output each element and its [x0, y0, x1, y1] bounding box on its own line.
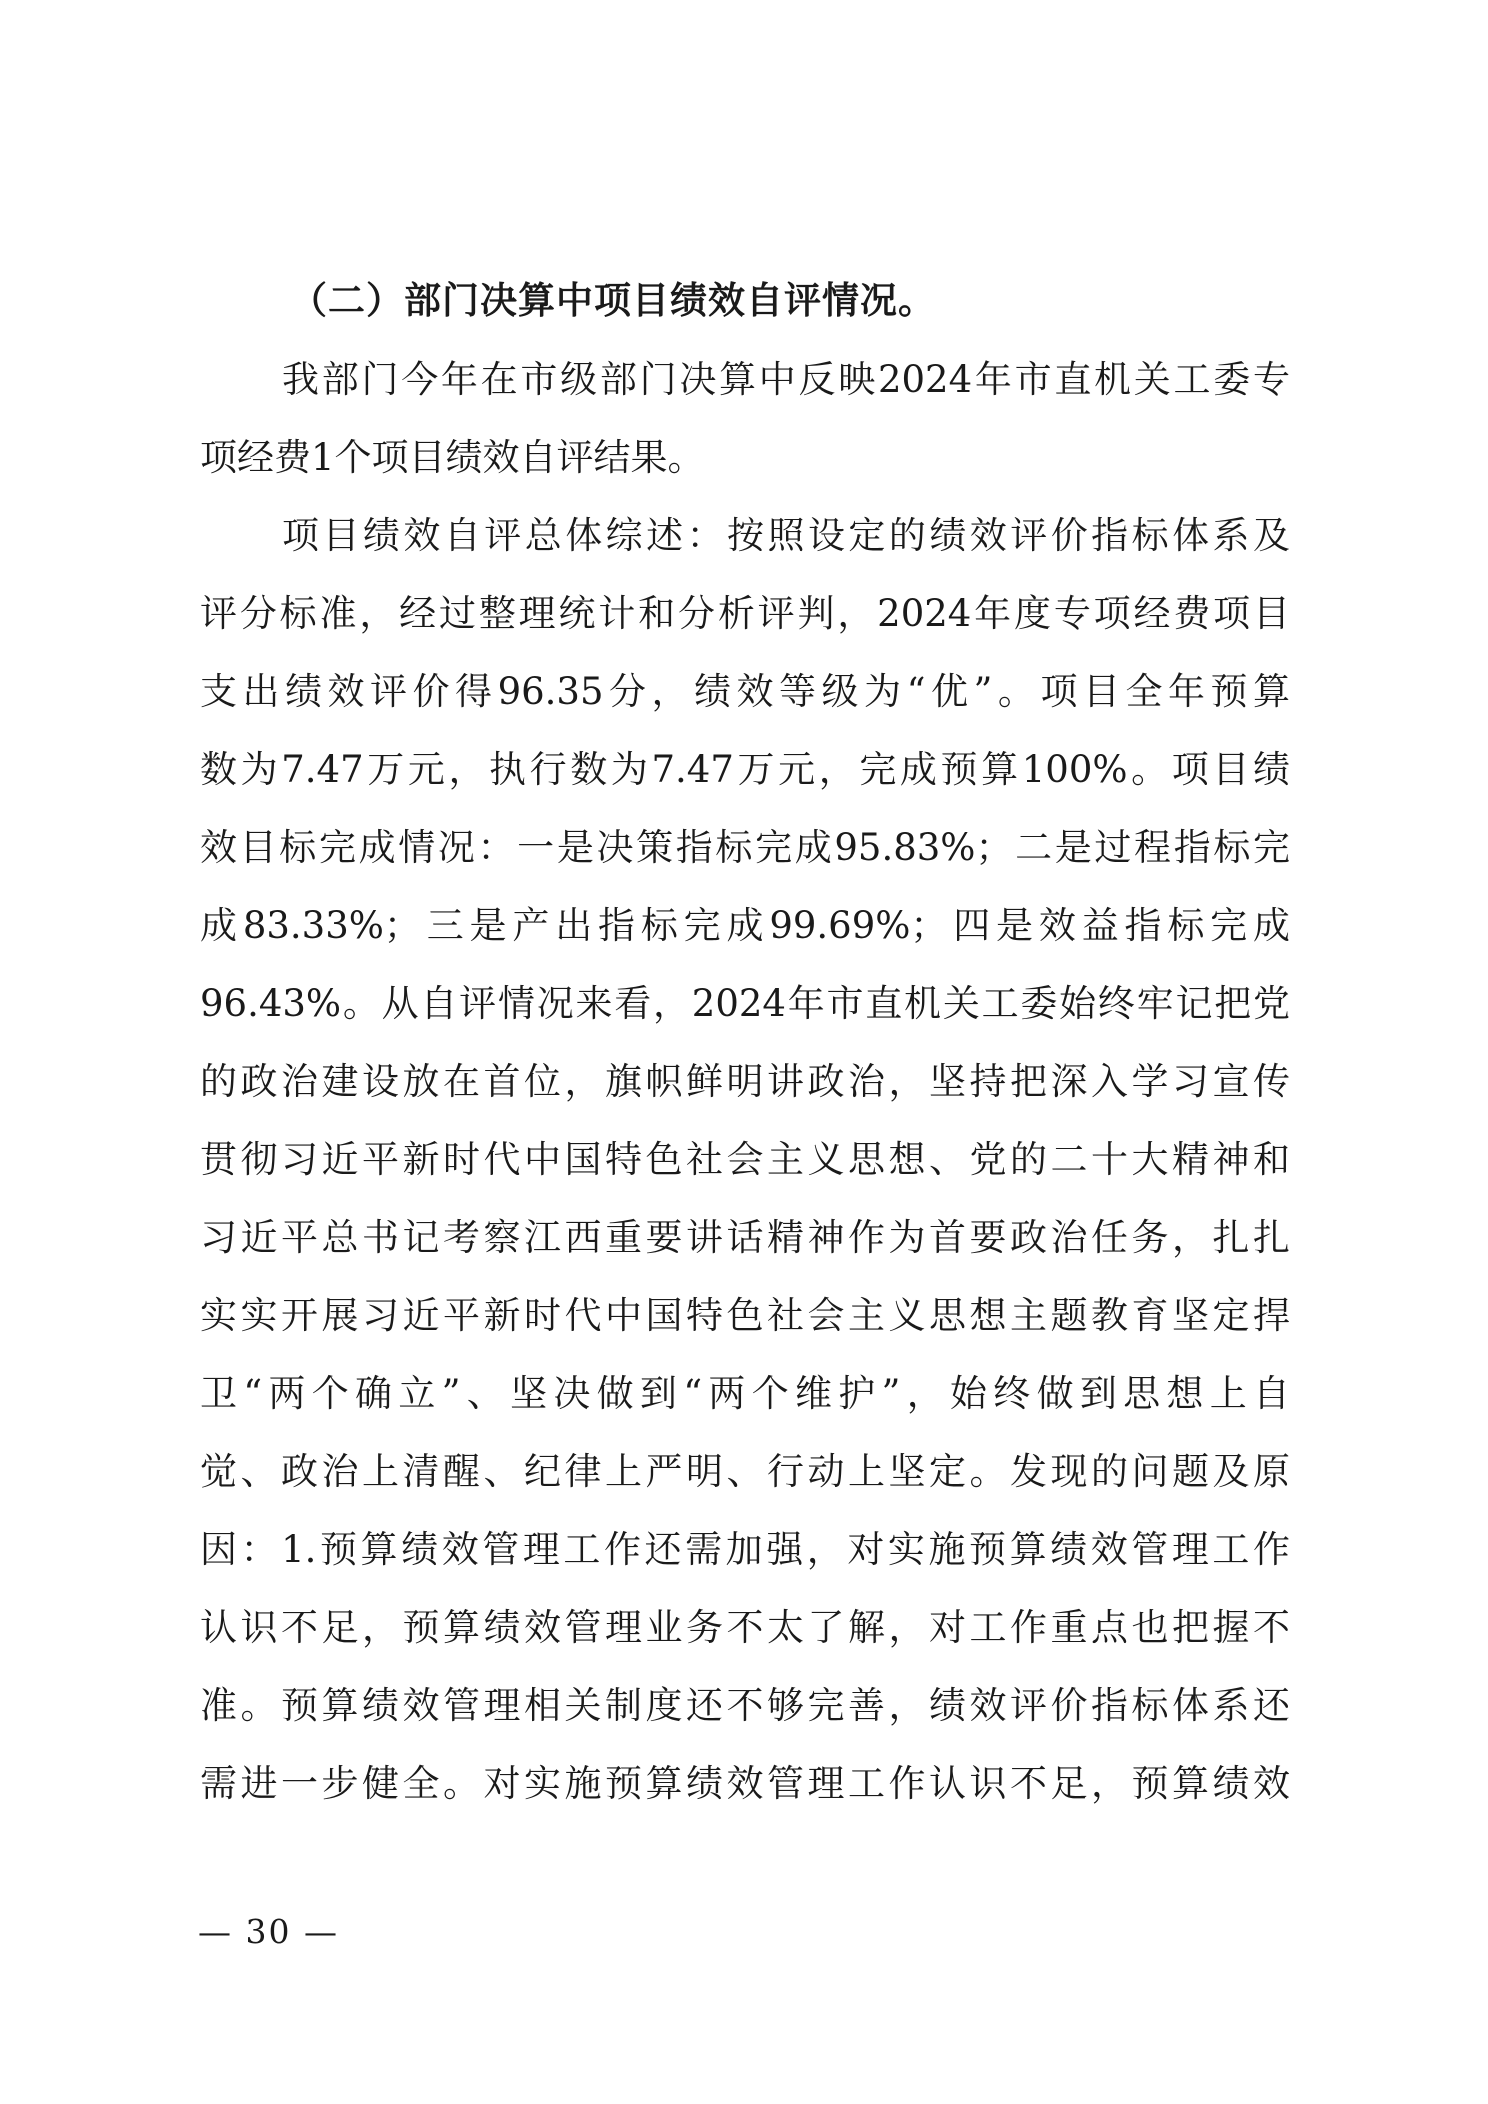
paragraph-2-line-15: 认识不足，预算绩效管理业务不太了解，对工作重点也把握不: [200, 1606, 1290, 1649]
paragraph-2-line-17: 需进一步健全。对实施预算绩效管理工作认识不足，预算绩效: [200, 1762, 1290, 1805]
paragraph-1-line-2: 项经费1个项目绩效自评结果。: [200, 436, 705, 479]
paragraph-2-line-13: 觉、政治上清醒、纪律上严明、行动上坚定。发现的问题及原: [200, 1450, 1290, 1493]
paragraph-2-line-11: 实实开展习近平新时代中国特色社会主义思想主题教育坚定捍: [200, 1294, 1290, 1337]
paragraph-2-line-16: 准。预算绩效管理相关制度还不够完善，绩效评价指标体系还: [200, 1684, 1290, 1727]
paragraph-2-line-1: 项目绩效自评总体综述：按照设定的绩效评价指标体系及: [282, 514, 1290, 557]
paragraph-2-line-14: 因：1.预算绩效管理工作还需加强，对实施预算绩效管理工作: [200, 1528, 1290, 1571]
paragraph-1-line-1: 我部门今年在市级部门决算中反映2024年市直机关工委专: [282, 358, 1290, 401]
paragraph-2-line-2: 评分标准，经过整理统计和分析评判，2024年度专项经费项目: [200, 592, 1290, 635]
paragraph-2-line-5: 效目标完成情况：一是决策指标完成95.83%；二是过程指标完: [200, 826, 1290, 869]
paragraph-2-line-6: 成83.33%；三是产出指标完成99.69%；四是效益指标完成: [200, 904, 1290, 947]
paragraph-2-line-9: 贯彻习近平新时代中国特色社会主义思想、党的二十大精神和: [200, 1138, 1290, 1181]
paragraph-2-line-8: 的政治建设放在首位，旗帜鲜明讲政治，坚持把深入学习宣传: [200, 1060, 1290, 1103]
section-heading: （二）部门决算中项目绩效自评情况。: [290, 279, 936, 322]
paragraph-2-line-10: 习近平总书记考察江西重要讲话精神作为首要政治任务，扎扎: [200, 1216, 1290, 1259]
paragraph-2-line-12: 卫“两个确立”、坚决做到“两个维护”，始终做到思想上自: [200, 1372, 1290, 1415]
paragraph-2-line-3: 支出绩效评价得96.35分，绩效等级为“优”。项目全年预算: [200, 670, 1290, 713]
page-number: — 30 —: [198, 1912, 339, 1951]
paragraph-2-line-7: 96.43%。从自评情况来看，2024年市直机关工委始终牢记把党: [200, 982, 1290, 1025]
paragraph-2-line-4: 数为7.47万元，执行数为7.47万元，完成预算100%。项目绩: [200, 748, 1290, 791]
